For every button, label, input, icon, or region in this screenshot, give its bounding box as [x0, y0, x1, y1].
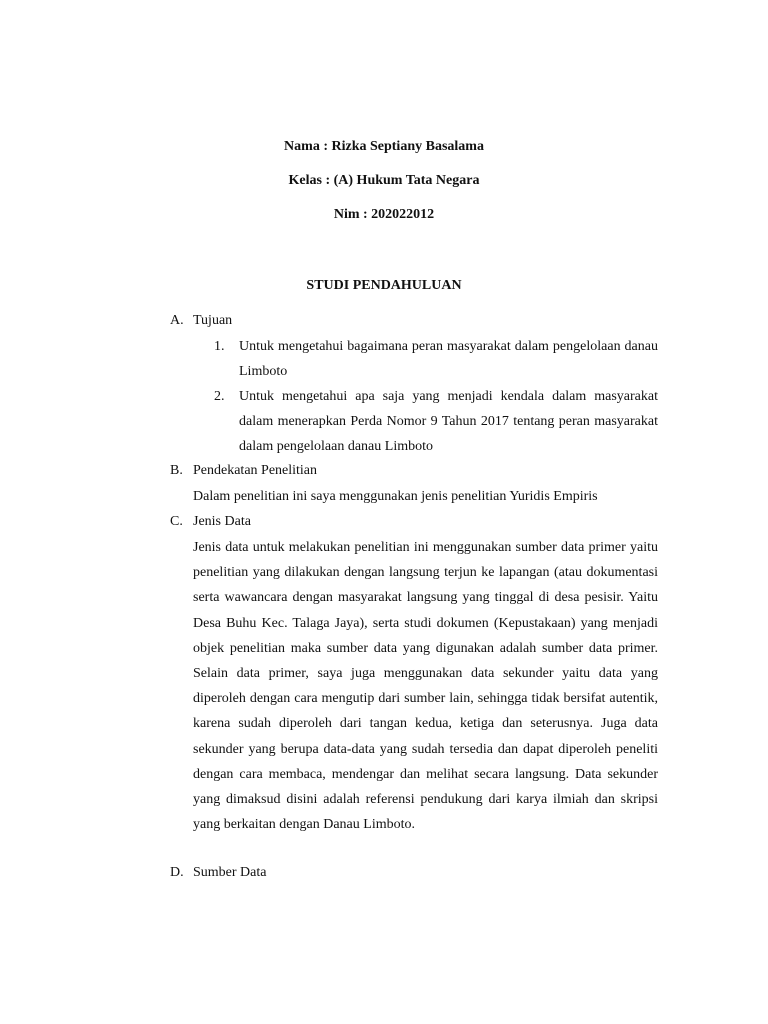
section-c-label: Jenis Data — [193, 514, 251, 529]
section-b-paragraph: Dalam penelitian ini saya menggunakan jenis penelitian Yuridis Empiris — [193, 489, 598, 504]
document-title: STUDI PENDAHULUAN — [306, 278, 462, 293]
objective-item-1 — [214, 334, 658, 384]
section-b-heading — [170, 462, 317, 480]
section-b-label: Pendekatan Penelitian — [193, 463, 318, 478]
section-c-heading — [170, 513, 251, 531]
section-a-label: Tujuan — [193, 313, 233, 328]
section-c-letter: C. — [170, 514, 183, 529]
section-d-letter: D. — [170, 865, 184, 880]
section-d-heading — [170, 864, 266, 882]
objective-item-2 — [214, 384, 658, 460]
objective-number-2: 2. — [214, 389, 225, 404]
student-class-line: Kelas : (A) Hukum Tata Negara — [288, 173, 480, 188]
section-b-letter: B. — [170, 463, 183, 478]
objective-number-1: 1. — [214, 339, 225, 354]
student-name-line: Nama : Rizka Septiany Basalama — [284, 139, 484, 154]
student-nim-line: Nim : 202022012 — [333, 207, 435, 222]
section-d-label: Sumber Data — [193, 865, 267, 880]
section-c-paragraph: Jenis data untuk melakukan penelitian ini menggunakan sumber data primer yaitu penelitian yang dilakukan dengan langsung terjun ke lapangan (atau dokumentasi serta wawancara dengan masyarakat langsung yang tinggal di desa pesisir. Yaitu Desa Buhu Kec. Talaga Jaya), serta studi dokumen (Kepustakaan) yang menjadi objek penelitian maka sumber data yang digunakan adalah sumber data primer. Selain data primer, saya juga menggunakan data sekunder yaitu data yang diperoleh dengan cara mengutip dari sumber lain, sehingga tidak bersifat autentik, karena sudah diperoleh dari tangan kedua, ketiga dan seterusnya. Juga data sekunder yang berupa data-data yang sudah tersedia dan dapat diperoleh peneliti dengan cara membaca, mendengar dan melihat secara langsung. Data sekunder yang dimaksud disini adalah referensi pendukung dari karya ilmiah dan skripsi yang berkaitan dengan Danau Limboto. — [193, 540, 658, 833]
section-a-heading — [170, 312, 232, 330]
objective-text-2: Untuk mengetahui apa saja yang menjadi kendala dalam masyarakat dalam menerapkan Perda Nomor 9 Tahun 2017 tentang peran masyarakat dalam pengelolaan danau Limboto — [239, 389, 658, 455]
section-a-letter: A. — [170, 313, 184, 328]
objective-text-1: Untuk mengetahui bagaimana peran masyarakat dalam pengelolaan danau Limboto — [239, 339, 658, 380]
